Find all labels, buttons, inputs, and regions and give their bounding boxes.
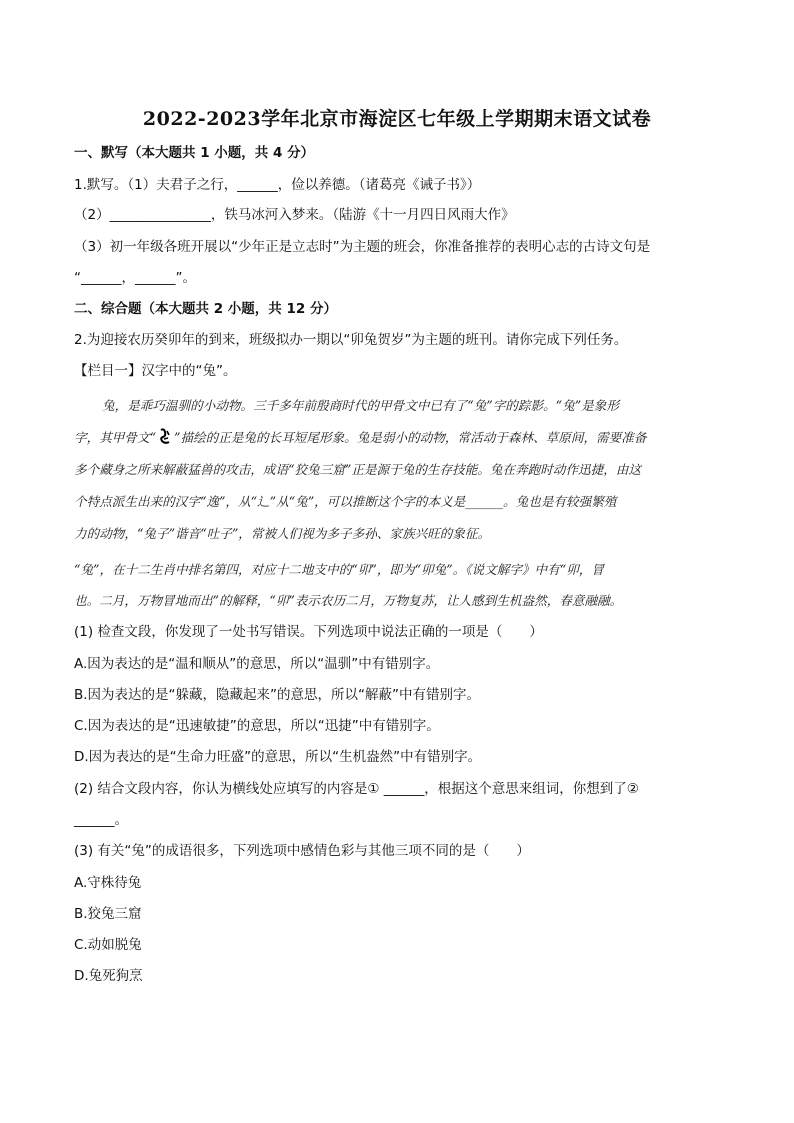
sub3-option-a: A.守株待兔 xyxy=(74,875,142,891)
sub2-line1: (2) 结合文段内容，你认为横线处应填写的内容是① ______，根据这个意思来组词，你想到了② xyxy=(74,781,639,797)
section2-heading: 二、综合题（本大题共 2 小题，共 12 分） xyxy=(74,301,337,317)
passage-line6: “兔”，在十二生肖中排名第四，对应十二地支中的“卯”，即为“卯兔”。《说文解字》中有“卯，冒 xyxy=(74,562,604,577)
q2-intro: 2.为迎接农历癸卯年的到来，班级拟办一期以“卯兔贺岁”为主题的班刊。请你完成下列任务。 xyxy=(74,332,628,348)
sub3-option-b: B.狡兔三窟 xyxy=(74,906,142,922)
sub1-option-b: B.因为表达的是“躲藏，隐藏起来”的意思，所以“解蔽”中有错别字。 xyxy=(74,687,481,703)
sub3-question: (3) 有关“兔”的成语很多，下列选项中感情色彩与其他三项不同的是（ ） xyxy=(74,843,530,859)
passage-line2 xyxy=(74,428,724,448)
section1-heading: 一、默写（本大题共 1 小题，共 4 分） xyxy=(74,145,315,161)
q1-line2: （2）_______________，铁马冰河入梦来。（陆游《十一月四日风雨大作》 xyxy=(74,207,515,223)
sub1-option-d: D.因为表达的是“生命力旺盛”的意思，所以“生机盎然”中有错别字。 xyxy=(74,749,482,765)
column1-label: 【栏目一】汉字中的“兔”。 xyxy=(74,363,237,379)
sub2-line2: ______。 xyxy=(74,812,128,828)
passage-line5: 力的动物，“兔子”谐音“吐子”，常被人们视为多子多孙、家族兴旺的象征。 xyxy=(74,526,491,541)
passage-line7: 也。二月，万物冒地而出”的解释，“卯”表示农历二月，万物复苏，让人感到生机盎然，春意融融。 xyxy=(74,593,623,608)
oracle-bone-rabbit-icon xyxy=(158,428,172,446)
page-title: 2022-2023学年北京市海淀区七年级上学期期末语文试卷 xyxy=(142,108,652,130)
sub1-option-c: C.因为表达的是“迅速敏捷”的意思，所以“迅捷”中有错别字。 xyxy=(74,718,440,734)
passage-line2-start: 字，其甲骨文“ xyxy=(74,430,157,445)
passage-line1: 兔，是乖巧温驯的小动物。三千多年前殷商时代的甲骨文中已有了“兔”字的踪影。“兔”是象形 xyxy=(102,398,619,413)
sub3-option-c: C.动如脱兔 xyxy=(74,937,142,953)
sub1-question: (1) 检查文段，你发现了一处书写错误。下列选项中说法正确的一项是（ ） xyxy=(74,624,543,640)
passage-line2-end: ”描绘的正是兔的长耳短尾形象。兔是弱小的动物，常活动于森林、草原间，需要准备 xyxy=(174,430,647,445)
q1-line4: “______，______”。 xyxy=(74,270,196,286)
sub3-option-d: D.兔死狗烹 xyxy=(74,968,143,984)
passage-line4: 个特点派生出来的汉字“逸”，从“辶”从“兔”，可以推断这个字的本义是______。兔也是有较强繁殖 xyxy=(74,494,617,509)
q1-line1: 1.默写。（1）夫君子之行，______，俭以养德。（诸葛亮《诫子书》） xyxy=(74,177,481,193)
passage-line3: 多个藏身之所来解蔽猛兽的攻击，成语“狡兔三窟”正是源于兔的生存技能。兔在奔跑时动作迅捷，由这 xyxy=(74,462,642,477)
sub1-option-a: A.因为表达的是“温和顺从”的意思，所以“温驯”中有错别字。 xyxy=(74,656,440,672)
q1-line3: （3）初一年级各班开展以“少年正是立志时”为主题的班会，你准备推荐的表明心志的古诗文句是 xyxy=(74,239,651,255)
